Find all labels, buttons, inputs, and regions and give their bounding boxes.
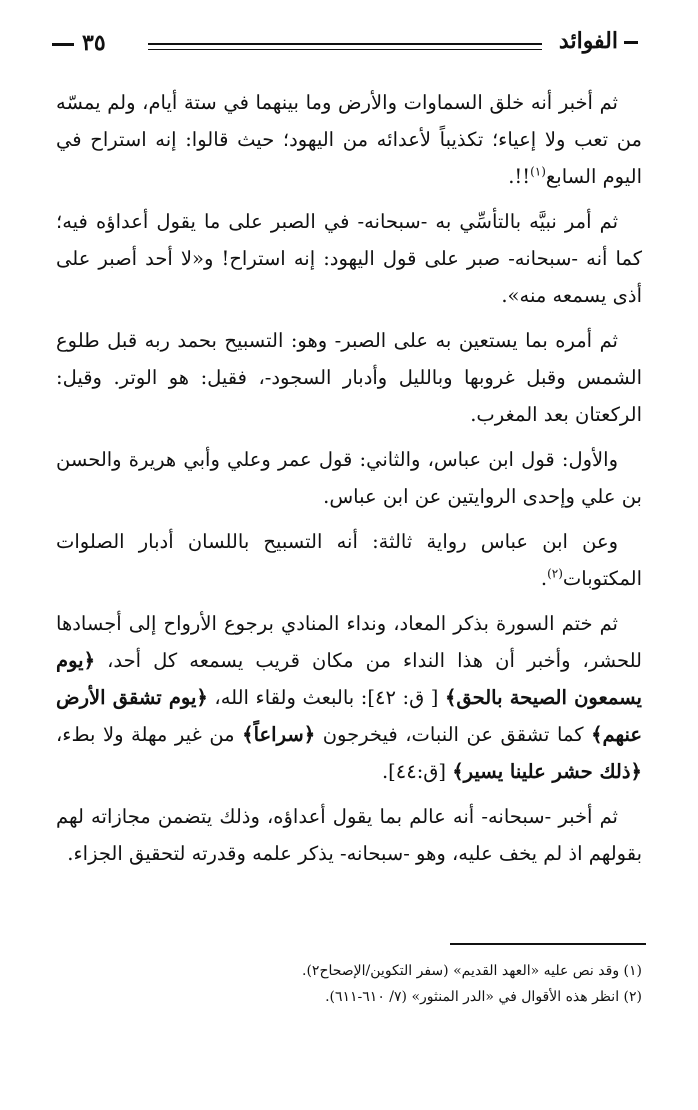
quran-quote: ﴿ذلك حشر علينا يسير﴾ [452, 760, 642, 783]
page-number [52, 30, 106, 56]
quran-quote: ﴿يوم يسمعون الصيحة بالحق﴾ [56, 649, 642, 709]
paragraph [56, 441, 642, 515]
paragraph-text: وعن ابن عباس رواية ثالثة: أنه التسبيح باللسان أدبار الصلوات المكتوبات [56, 530, 642, 590]
paragraph-text: ثم أمره بما يستعين به على الصبر- وهو: التسبيح بحمد ربه قبل طلوع الشمس وقبل غروبها وبالليل وأدبار السجود-، فقيل: هو الوتر. وقيل: الركعتان بعد المغرب. [56, 329, 642, 426]
paragraph-tail: . [540, 567, 548, 590]
paragraph-text: ثم أخبر أنه خلق السماوات والأرض وما بينهما في ستة أيام، ولم يمسّه من تعب ولا إعياء؛ تكذيباً لأعدائه من اليهود؛ حيث قالوا: إنه استراح في اليوم السابع [56, 91, 642, 188]
footnote: (١) وقد نص عليه «العهد القديم» (سفر التكوين/الإصحاح٢). [302, 963, 642, 979]
page-header [52, 28, 638, 60]
footnote: (٢) انظر هذه الأقوال في «الدر المنثور» (٧/ ٦١٠-٦١١). [325, 989, 642, 1005]
paragraph [56, 322, 642, 433]
paragraph [56, 798, 642, 872]
paragraph-text: ثم أمر نبيَّه بالتأسِّي به -سبحانه- في الصبر على ما يقول أعداؤه فيه؛ كما أنه -سبحانه- صبر على قول اليهود: إنه استراح! و«لا أحد أصبر على أذى يسمعه منه». [56, 210, 642, 307]
quran-quote: ﴿سراعاً﴾ [242, 723, 316, 746]
paragraph-text: كما تشقق عن النبات، فيخرجون [322, 723, 584, 746]
paragraph [56, 605, 642, 790]
footnote-separator [450, 943, 646, 945]
main-text [56, 84, 642, 880]
paragraph-text: من غير مهلة ولا بطء، [56, 723, 235, 746]
paragraph-tail: !!. [508, 165, 531, 188]
header-dash [624, 41, 638, 44]
paragraph [56, 523, 642, 597]
paragraph-text: والأول: قول ابن عباس، والثاني: قول عمر وعلي وأبي هريرة والحسن بن علي وإحدى الروايتين عن ابن عباس. [56, 448, 642, 508]
header-dash [52, 43, 74, 46]
paragraph [56, 84, 642, 195]
quran-quote: ﴿يوم تشقق الأرض عنهم﴾ [56, 686, 643, 746]
paragraph-text: [ ق: ٤٢]: بالبعث ولقاء الله، [214, 686, 439, 709]
footnotes [56, 958, 642, 1010]
footnote-ref: (١) [530, 164, 546, 179]
paragraph-text: ثم أخبر -سبحانه- أنه عالم بما يقول أعداؤه، وذلك يتضمن مجازاته لهم بقولهم اذ لم يخف عليه، وهو -سبحانه- يذكر علمه وقدرته لتحقيق الجزاء. [56, 805, 642, 865]
paragraph-text: [ق:٤٤]. [381, 760, 447, 783]
page-number-text: ٣٥ [82, 30, 106, 56]
running-title-text: الفوائد [558, 28, 618, 54]
paragraph [56, 203, 642, 314]
header-rule [148, 43, 542, 50]
running-title [559, 28, 638, 54]
footnote-ref: (٢) [547, 566, 563, 581]
paragraph-text: ثم ختم السورة بذكر المعاد، ونداء المنادي برجوع الأرواح إلى أجسادها للحشر، وأخبر أن هذا النداء من مكان قريب يسمعه كل أحد، [56, 612, 642, 672]
